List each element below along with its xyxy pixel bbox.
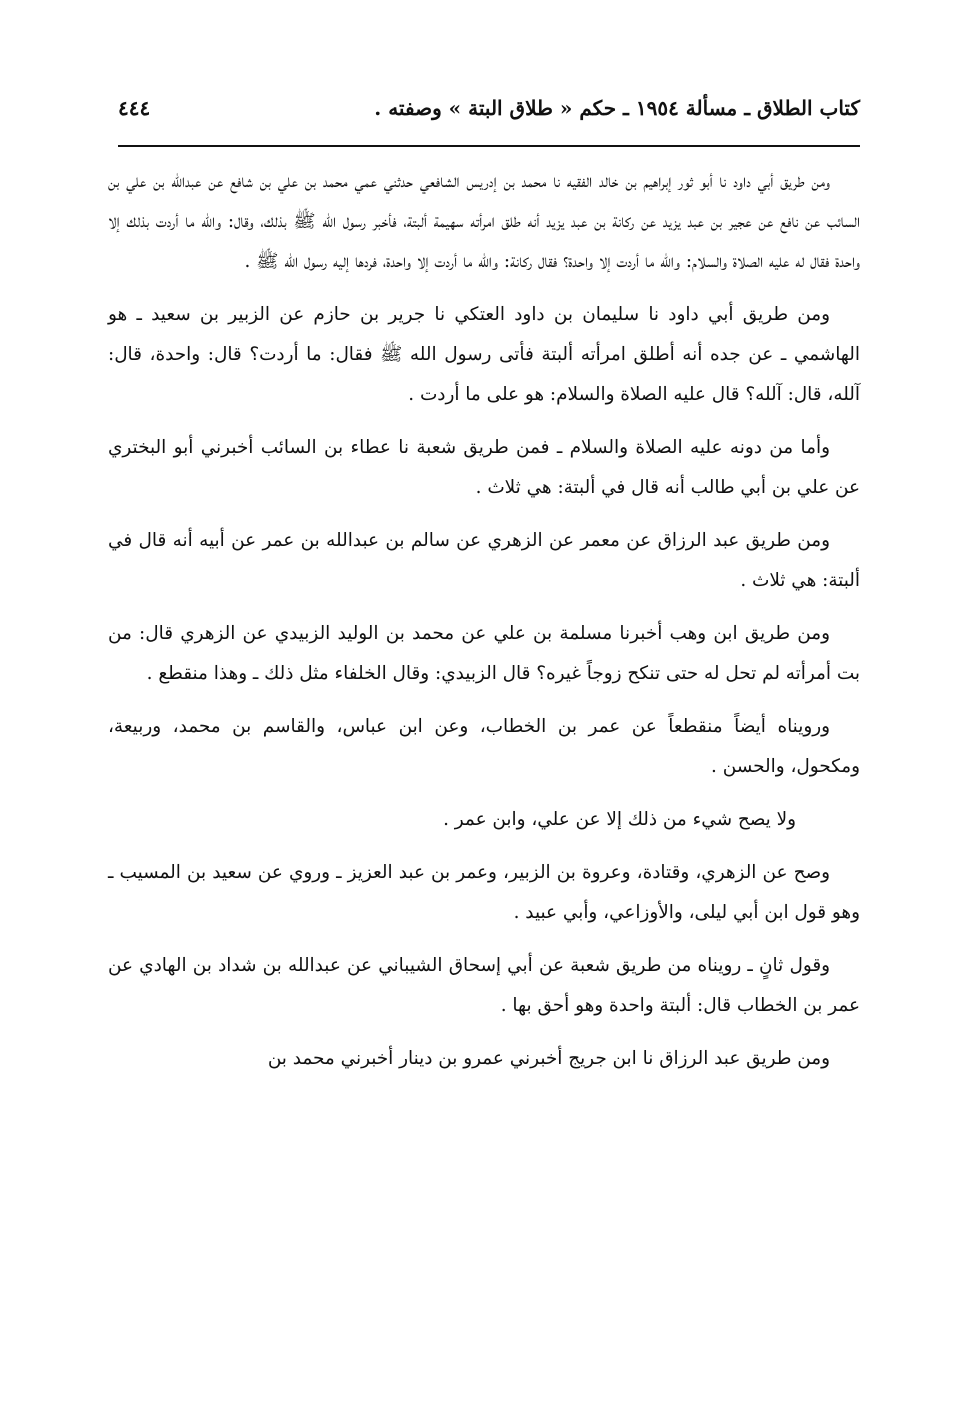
paragraph: ومن طريق عبد الرزاق نا ابن جريج أخبرني عمرو بن دينار أخبرني محمد بن bbox=[267, 1048, 830, 1069]
body-text bbox=[108, 162, 860, 1092]
paragraph: ومن طريق أبي داود نا أبو ثور إبراهيم بن خالد الفقيه نا محمد بن إدريس الشافعي حدثني عمي محمد بن علي بن شافع عن عبدالله بن علي بن السائب عن نافع عن عجير بن عبد يزيد عن ركانة بن عبد يزيد أنه طلق امرأته سهيمة ألبتة، فأخبر رسول الله ﷺ بذلك، وقال: والله ما أردت بذلك إلا واحدة فقال له عليه الصلاة والسلام: والله ما أردت إلا واحدة؟ فقال ركانة: والله ما أردت إلا واحدة، فردها إليه رسول الله ﷺ . bbox=[108, 171, 860, 272]
page-number: ٤٤٤ bbox=[118, 96, 151, 120]
paragraph: ورويناه أيضاً منقطعاً عن عمر بن الخطاب، وعن ابن عباس، والقاسم بن محمد، وربيعة، ومكحول، والحسن . bbox=[108, 716, 860, 777]
page-header bbox=[118, 90, 860, 134]
paragraph: وصح عن الزهري، وقتادة، وعروة بن الزبير، وعمر بن عبد العزيز ـ وروي عن سعيد بن المسيب ـ وهو قول ابن أبي ليلى، والأوزاعي، وأبي عبيد . bbox=[108, 862, 860, 923]
header-divider bbox=[118, 145, 860, 147]
paragraph: ومن طريق عبد الرزاق عن معمر عن الزهري عن سالم بن عبدالله بن عمر عن أبيه أنه قال في ألبتة: هي ثلاث . bbox=[108, 530, 860, 591]
paragraph: ومن طريق ابن وهب أخبرنا مسلمة بن علي عن محمد بن الوليد الزبيدي عن الزهري قال: من بت أمرأته لم تحل له حتى تنكح زوجاً غيره؟ قال الزبيدي: وقال الخلفاء مثل ذلك ـ وهذا منقطع . bbox=[108, 623, 860, 684]
paragraph: ومن طريق أبي داود نا سليمان بن داود العتكي نا جرير بن حازم عن الزبير بن سعيد ـ هو الهاشمي ـ عن جده أنه أطلق امرأته ألبتة فأتى رسول الله ﷺ فقال: ما أردت؟ قال: واحدة، قال: آلله، قال: آلله؟ قال عليه الصلاة والسلام: هو على ما أردت . bbox=[108, 304, 860, 405]
paragraph: وأما من دونه عليه الصلاة والسلام ـ فمن طريق شعبة نا عطاء بن السائب أخبرني أبو البختري عن علي بن أبي طالب أنه قال في ألبتة: هي ثلاث . bbox=[108, 437, 860, 498]
paragraph: ولا يصح شيء من ذلك إلا عن علي، وابن عمر . bbox=[443, 809, 796, 830]
paragraph: وقول ثانٍ ـ رويناه من طريق شعبة عن أبي إسحاق الشيباني عن عبدالله بن شداد بن الهادي عن عمر بن الخطاب قال: ألبتة واحدة وهو أحق بها . bbox=[108, 955, 860, 1016]
running-title: كتاب الطلاق ـ مسألة ١٩٥٤ ـ حكم « طلاق البتة » وصفته . bbox=[374, 96, 860, 120]
